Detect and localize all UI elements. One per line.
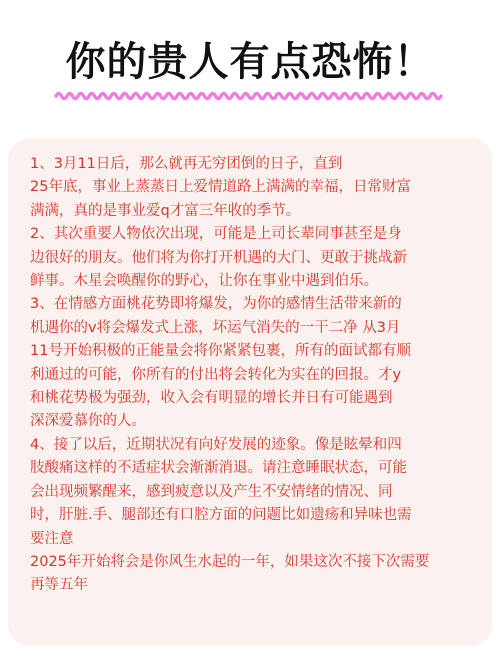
body-line: 满满，真的是事业爱q才富三年收的季节。 [30,202,301,219]
body-line: 再等五年 [30,577,88,594]
body-line: 机遇你的v将会爆发式上涨，坏运气消失的一干二净 从3月 [30,319,401,336]
body-line: 2025年开始将会是你风生水起的一年，如果这次不接下次需要 [30,553,430,570]
body-line: 1、3月11日后，那么就再无穷团倒的日子，直到 [30,156,343,172]
wavy-underline-path [56,94,441,99]
body-line: 边很好的朋友。他们将为你打开机遇的大门、更敢于挑战新 [30,249,407,266]
body-line: 会出现频繁醒来，感到疲意以及产生不安情绪的情况、同 [30,483,393,500]
body-line: 25年底，事业上蒸蒸日上爱情道路上满满的幸福，日常财富 [30,179,411,196]
page-title: 你的贵人有点恐怖！ [65,39,435,85]
body-line: 鲜事。木星会唤醒你的野心，让你在事业中遇到伯乐。 [30,273,378,290]
body-line: 时，肝脏.手、腿部还有口腔方面的问题比如遗疡和异味也需 [30,507,412,524]
body-line: 要注意 [30,530,74,547]
body-line: 深深爱慕你的人。 [30,413,146,430]
body-line: 2、其次重要人物依次出现，可能是上司长辈同事甚至是身 [30,226,402,243]
body-line: 肢酸痛这样的不适症状会渐渐消退。请注意睡眠状态，可能 [30,460,407,477]
body-line: 3、在情感方面桃花势即将爆发，为你的感情生活带来新的 [30,296,402,313]
body-line: 11号开始积极的正能量会将你紧紧包裹，所有的面试都有顺 [30,343,411,360]
body-line: 4、接了以后，近期状况有向好发展的迹象。像是眩晕和四 [30,436,402,453]
body-line: 和桃花势极为强劲，收入会有明显的增长并日有可能遇到 [30,390,393,407]
wavy-underline-decoration [54,88,446,104]
body-line: 利通过的可能，你所有的付出将会转化为实在的回报。才y [30,366,402,383]
article-body [30,153,476,598]
